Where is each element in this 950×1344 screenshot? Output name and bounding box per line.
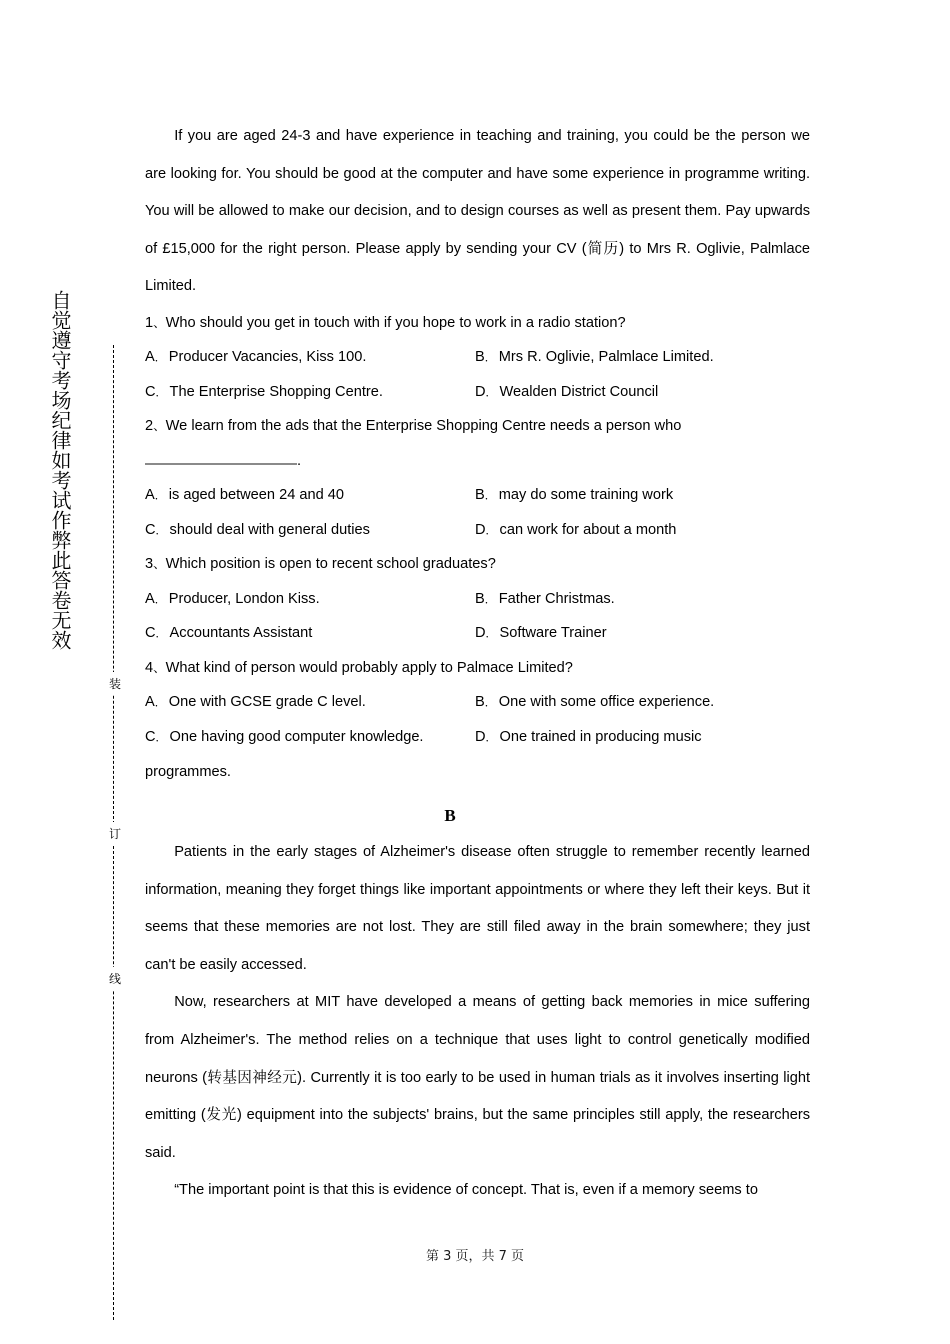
option-letter: B [475,694,485,711]
answer-blank[interactable] [145,450,297,465]
option-letter: C [145,728,156,745]
question-1 [145,306,810,410]
option-text: Accountants Assistant [169,625,313,642]
option-dot: ． [484,592,496,606]
question-4-separator: 、 [153,659,166,675]
option-letter: C [145,521,156,538]
question-1-separator: 、 [153,314,166,330]
option-dot: ． [155,385,167,399]
question-3-text: Which position is open to recent school graduates? [165,556,496,573]
option-text: One trained in producing music [499,728,702,745]
question-3-option-b[interactable] [475,582,615,618]
option-text: is aged between 24 and 40 [168,487,345,504]
question-2-text: We learn from the ads that the Enterprise Shopping Centre needs a person who [165,418,682,435]
option-text: Wealden District Council [499,383,659,400]
question-2-answer-blank-row [145,444,810,479]
question-4-option-b[interactable] [475,685,714,721]
question-2-blank-period: . [297,452,302,469]
option-dot: ． [155,627,167,641]
question-4-option-a[interactable] [145,685,366,721]
question-2-stem [145,409,810,444]
passage-b-paragraph-1: Patients in the early stages of Alzheimer's disease often struggle to remember recently learned information, meaning they forget things like important appointments or where they left their keys. But it seems that these memories are not lost. They are still filed away in the brain somewhere; they just can't be easily accessed. [145,844,810,973]
option-dot: ． [155,730,167,744]
option-text: Father Christmas. [498,590,615,607]
passage-b-paragraph-2: Now, researchers at MIT have developed a means of getting back memories in mice suffering from Alzheimer's. The method relies on a technique that uses light to control genetically modified neurons (转基因神经元). Currently it is too early to be used in human trials as it involves inserting light emitting (发光) equipment into the subjects' brains, but the same principles still apply, the researchers said. [145,994,810,1161]
option-text: One having good computer knowledge. [169,728,424,745]
question-1-options-row-1 [145,340,810,375]
question-4-number: 4 [145,659,154,676]
question-4-options-row-2 [145,720,810,755]
passage-b-paragraph-3: “The important point is that this is evidence of concept. That is, even if a memory seems to [174,1182,758,1199]
option-dot: ． [154,351,166,365]
option-dot: ． [484,696,496,710]
question-4-option-d-overflow: programmes. [145,764,231,781]
question-2 [145,409,810,547]
option-letter: D [475,521,486,538]
option-letter: A [145,694,155,711]
option-dot: ． [154,592,166,606]
question-3-option-c[interactable] [145,616,312,652]
option-dot: ． [485,730,497,744]
question-2-option-c[interactable] [145,513,370,549]
question-4-option-c[interactable] [145,720,423,756]
question-4-option-d[interactable] [475,720,702,756]
page-number-footer: 第 3 页，共 7 页 [425,1249,525,1264]
question-2-number: 2 [145,418,154,435]
option-dot: ． [485,385,497,399]
question-1-option-b[interactable] [475,340,714,376]
passage-a-paragraph: If you are aged 24-3 and have experience in teaching and training, you could be the person we are looking for. You should be good at the computer and have some experience in programme writing. You will be allowed to make our decision, and to design courses as well as present them. Pay upwards of £15,000 for the right person. Please apply by sending your CV (简历) to Mrs R. Oglivie, Palmlace Limited. [145,128,810,295]
option-dot: ． [484,351,496,365]
question-3-number: 3 [145,556,154,573]
option-dot: ． [154,696,166,710]
option-letter: A [145,487,155,504]
question-2-options-row-1 [145,478,810,513]
question-1-stem [145,306,810,341]
option-text: Mrs R. Oglivie, Palmlace Limited. [498,349,714,366]
question-3-option-a[interactable] [145,582,320,618]
binding-char-xian: 线 [103,967,127,990]
option-text: Software Trainer [499,625,607,642]
passage-b-label: B [444,806,456,826]
option-dot: ． [485,627,497,641]
option-text: should deal with general duties [169,521,370,538]
option-text: may do some training work [498,487,674,504]
question-1-number: 1 [145,314,154,331]
question-1-text: Who should you get in touch with if you hope to work in a radio station? [165,314,626,331]
option-text: can work for about a month [499,521,677,538]
option-letter: D [475,383,486,400]
option-letter: A [145,349,155,366]
option-letter: D [475,625,486,642]
option-letter: C [145,383,156,400]
question-4-text: What kind of person would probably apply to Palmace Limited? [165,659,573,676]
option-text: Producer, London Kiss. [168,590,320,607]
option-letter: B [475,349,485,366]
option-text: Producer Vacancies, Kiss 100. [168,349,367,366]
option-letter: D [475,728,486,745]
option-letter: B [475,487,485,504]
option-text: One with GCSE grade C level. [168,694,366,711]
question-4 [145,651,810,792]
exam-rules-vertical-text: 自觉遵守考场纪律如考试作弊此答卷无效 [48,290,72,650]
option-dot: ． [154,489,166,503]
question-4-stem [145,651,810,686]
question-2-options-row-2 [145,513,810,548]
binding-char-zhuang: 装 [103,672,127,695]
question-1-options-row-2 [145,375,810,410]
question-3-separator: 、 [153,556,166,572]
option-dot: ． [485,523,497,537]
question-2-option-d[interactable] [475,513,676,549]
option-letter: B [475,590,485,607]
question-2-option-b[interactable] [475,478,673,514]
question-3-option-d[interactable] [475,616,607,652]
question-3-options-row-1 [145,582,810,617]
question-3-stem [145,547,810,582]
question-2-separator: 、 [153,418,166,434]
option-dot: ． [484,489,496,503]
binding-char-ding: 订 [103,822,127,845]
option-letter: A [145,590,155,607]
option-letter: C [145,625,156,642]
document-body [145,118,810,1210]
question-1-option-a[interactable] [145,340,366,376]
question-3 [145,547,810,651]
question-3-options-row-2 [145,616,810,651]
option-text: One with some office experience. [498,694,715,711]
question-2-option-a[interactable] [145,478,344,514]
option-text: The Enterprise Shopping Centre. [169,383,383,400]
question-1-option-c[interactable] [145,375,383,411]
question-1-option-d[interactable] [475,375,658,411]
question-4-options-row-1 [145,685,810,720]
option-dot: ． [155,523,167,537]
